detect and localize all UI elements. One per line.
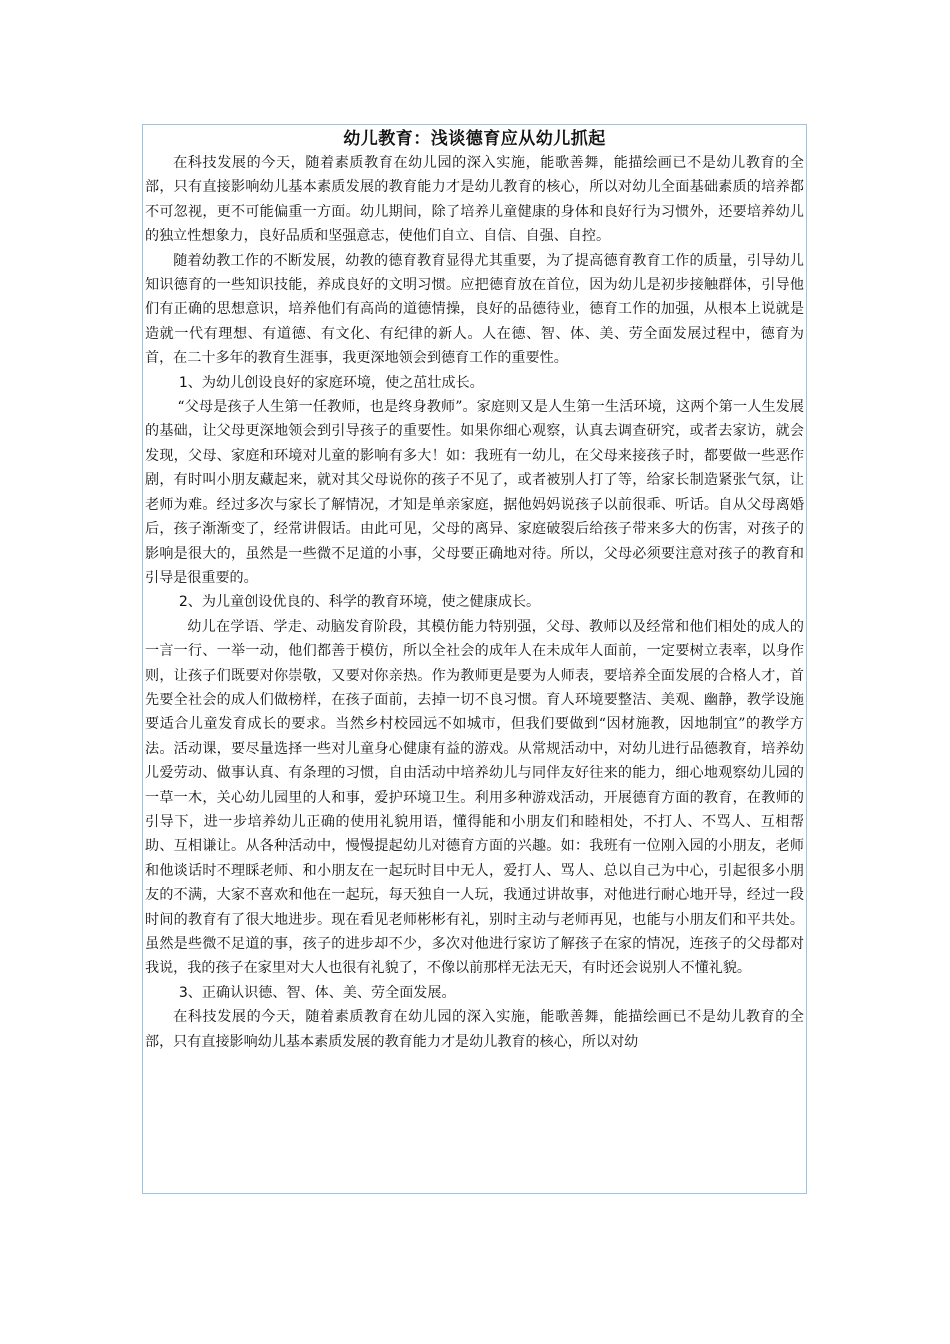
paragraph-education-environment: 幼儿在学语、学走、动脑发育阶段，其模仿能力特别强，父母、教师以及经常和他们相处的成人的一言一行、一举一动，他们都善于模仿，所以全社会的成年人在未成年人面前，一定要树立表率，以身作则，让孩子们既要对你崇敬，又要对你亲热。作为教师更是要为人师表，要培养全面发展的合格人才，首先要全社会的成人们做榜样，在孩子面前，去掉一切不良习惯。育人环境要整洁、美观、幽静，教学设施要适合儿童发育成长的要求。当然乡村校园远不如城市，但我们要做到“因材施教，因地制宜”的教学方法。活动课，要尽量选择一些对儿童身心健康有益的游戏。从常规活动中，对幼儿进行品德教育，培养幼儿爱劳动、做事认真、有条理的习惯，自由活动中培养幼儿与同伴友好往来的能力，细心地观察幼儿园的一草一木，关心幼儿园里的人和事，爱护环境卫生。利用多种游戏活动，开展德育方面的教育，在教师的引导下，进一步培养幼儿正确的使用礼貌用语，懂得能和小朋友们和睦相处，不打人、不骂人、互相帮助、互相谦让。从各种活动中，慢慢提起幼儿对德育方面的兴趣。如：我班有一位刚入园的小朋友，老师和他谈话时不理睬老师、和小朋友在一起玩时目中无人，爱打人、骂人、总以自己为中心，引起很多小朋友的不满，大家不喜欢和他在一起玩，每天独自一人玩，我通过讲故事，对他进行耐心地开导，经过一段时间的教育有了很大地进步。现在看见老师彬彬有礼，别时主动与老师再见，也能与小朋友们和平共处。虽然是些微不足道的事，孩子的进步却不少，多次对他进行家访了解孩子在家的情况，连孩子的父母都对我说，我的孩子在家里对大人也很有礼貌了，不像以前那样无法无天，有时还会说别人不懂礼貌。 [145,618,804,977]
section-heading-3: 3、正确认识德、智、体、美、劳全面发展。 [178,984,456,1001]
section-heading-2: 2、为儿童创设优良的、科学的教育环境，使之健康成长。 [178,594,541,611]
section-heading-1: 1、为幼儿创设良好的家庭环境，使之茁壮成长。 [178,374,484,391]
paragraph-family-environment: “父母是孩子人生第一任教师，也是终身教师”。家庭则又是人生第一生活环境，这两个第一人生发展的基础，让父母更深地领会到引导孩子的重要性。如果你细心观察，认真去调查研究，或者去家访，就会发现，父母、家庭和环境对儿童的影响有多大！如：我班有一幼儿，在父母来接孩子时，都要做一些恶作剧，有时叫小朋友藏起来，就对其父母说你的孩子不见了，或者被别人打了等，给家长制造紧张气氛，让老师为难。经过多次与家长了解情况，才知是单亲家庭，据他妈妈说孩子以前很乖、听话。自从父母离婚后，孩子渐渐变了，经常讲假话。由此可见，父母的离异、家庭破裂后给孩子带来多大的伤害，对孩子的影响是很大的，虽然是一些微不足道的小事，父母要正确地对待。所以，父母必须要注意对孩子的教育和引导是很重要的。 [145,399,804,586]
document-title: 幼儿教育：浅谈德育应从幼儿抓起 [343,129,606,149]
paragraph-intro: 在科技发展的今天，随着素质教育在幼儿园的深入实施，能歌善舞，能描绘画已不是幼儿教育的全部，只有直接影响幼儿基本素质发展的教育能力才是幼儿教育的核心，所以对幼儿全面基础素质的培养都不可忽视，更不可能偏重一方面。幼儿期间，除了培养儿童健康的身体和良好行为习惯外，还要培养幼儿的独立性想象力，良好品质和坚强意志，使他们自立、自信、自强、自控。 [145,155,804,245]
document-page [142,124,807,1194]
paragraph-closing: 在科技发展的今天，随着素质教育在幼儿园的深入实施，能歌善舞，能描绘画已不是幼儿教育的全部，只有直接影响幼儿基本素质发展的教育能力才是幼儿教育的核心，所以对幼 [145,1009,804,1050]
paragraph-moral-importance: 随着幼教工作的不断发展，幼教的德育教育显得尤其重要，为了提高德育教育工作的质量，引导幼儿知识德育的一些知识技能，养成良好的文明习惯。应把德育放在首位，因为幼儿是初步接触群体，引导他们有正确的思想意识，培养他们有高尚的道德情操，良好的品德待业，德育工作的加强，从根本上说就是造就一代有理想、有道德、有文化、有纪律的新人。人在德、智、体、美、劳全面发展过程中，德育为首，在二十多年的教育生涯事，我更深地领会到德育工作的重要性。 [145,252,804,367]
